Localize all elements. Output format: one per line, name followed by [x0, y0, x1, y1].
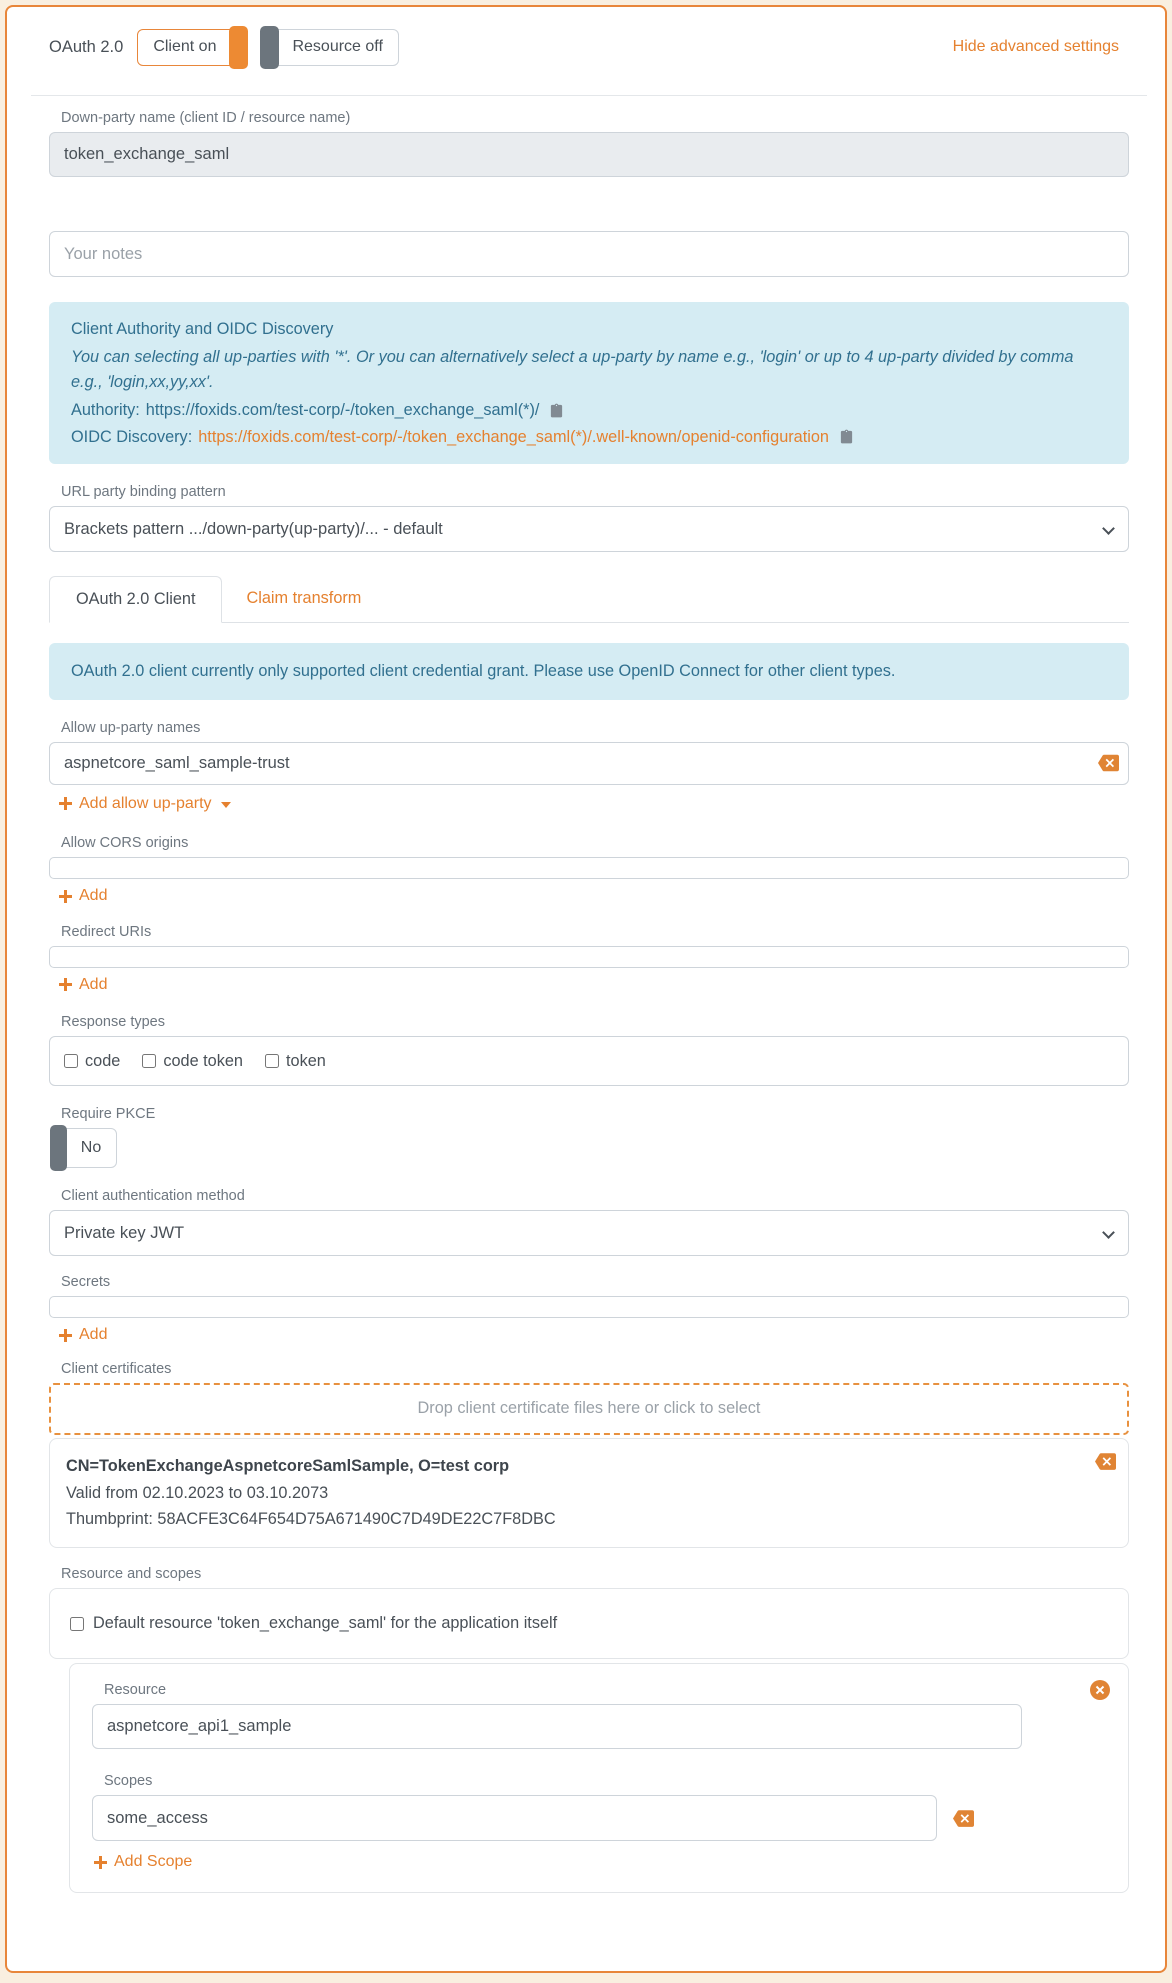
clipboard-icon	[549, 402, 564, 419]
certificate-thumbprint: Thumbprint: 58ACFE3C64F654D75A671490C7D49DE22C7F8DBC	[66, 1510, 556, 1529]
response-type-token-checkbox[interactable]	[265, 1054, 279, 1068]
panel-title: OAuth 2.0	[49, 37, 124, 56]
certificate-card	[49, 1438, 1129, 1549]
resource-and-scopes-label: Resource and scopes	[61, 1566, 202, 1583]
authority-label: Authority:	[71, 401, 140, 420]
remove-up-party-button[interactable]	[1098, 755, 1119, 772]
oidc-discovery-link[interactable]: https://foxids.com/test-corp/-/token_exchange_saml(*)/.well-known/openid-configuration	[198, 427, 829, 446]
scope-row	[92, 1795, 1106, 1841]
remove-resource-button[interactable]	[1088, 1678, 1112, 1702]
default-resource-box	[49, 1588, 1129, 1659]
response-types-label: Response types	[61, 1014, 165, 1031]
add-scope-label: Add Scope	[114, 1853, 193, 1871]
copy-oidc-discovery-button[interactable]	[839, 428, 854, 445]
resource-label: Resource	[104, 1682, 167, 1699]
authority-info-hint: You can selecting all up-parties with '*'. Or you can alternatively select a up-party by name e.g., 'login' or up to 4 up-party divided by comma e.g., 'login,xx,yy,xx'.	[71, 348, 1074, 391]
authority-value: https://foxids.com/test-corp/-/token_exchange_saml(*)/	[145, 401, 540, 420]
client-toggle-handle-icon	[229, 26, 248, 69]
require-pkce-toggle[interactable]	[51, 1128, 117, 1168]
authority-info-title: Client Authority and OIDC Discovery	[71, 320, 334, 338]
cors-origins-label: Allow CORS origins	[61, 835, 189, 852]
plus-icon	[59, 797, 72, 810]
tab-bar	[49, 576, 1129, 623]
response-type-code-token-checkbox[interactable]	[142, 1054, 156, 1068]
add-redirect-uri-label: Add	[79, 975, 108, 993]
auth-method-label: Client authentication method	[61, 1188, 245, 1205]
clipboard-icon	[839, 428, 854, 445]
add-allow-up-party-button[interactable]	[59, 795, 231, 813]
plus-icon	[59, 1329, 72, 1342]
authority-info-alert	[49, 302, 1129, 464]
resource-toggle[interactable]	[261, 29, 398, 66]
auth-method-value: Private key JWT	[64, 1223, 185, 1242]
scope-input[interactable]	[92, 1795, 937, 1841]
caret-down-icon	[221, 802, 231, 808]
add-secret-button[interactable]	[59, 1326, 107, 1344]
backspace-delete-icon	[1098, 755, 1119, 772]
redirect-uris-label: Redirect URIs	[61, 923, 152, 940]
binding-pattern-value: Brackets pattern .../down-party(up-party)/... - default	[64, 519, 443, 538]
hide-advanced-settings-link[interactable]: Hide advanced settings	[952, 38, 1119, 55]
header-divider	[31, 95, 1147, 96]
binding-pattern-label: URL party binding pattern	[61, 484, 226, 501]
allow-up-party-input[interactable]	[49, 742, 1129, 785]
oidc-discovery-label: OIDC Discovery:	[71, 427, 193, 446]
require-pkce-label: Require PKCE	[61, 1106, 156, 1123]
oidc-discovery-line	[71, 425, 1107, 449]
response-types-group	[49, 1036, 1129, 1086]
secret-input[interactable]	[49, 1296, 1129, 1318]
add-allow-up-party-label: Add allow up-party	[79, 794, 212, 812]
copy-authority-button[interactable]	[549, 402, 564, 419]
add-cors-origin-label: Add	[79, 887, 108, 905]
plus-icon	[59, 978, 72, 991]
chevron-down-icon	[1102, 1226, 1115, 1239]
backspace-delete-icon	[1095, 1453, 1116, 1470]
tab-oauth2-client[interactable]: OAuth 2.0 Client	[49, 576, 222, 623]
down-party-panel	[5, 5, 1167, 1973]
down-party-name-label: Down-party name (client ID / resource name)	[61, 110, 351, 126]
add-redirect-uri-button[interactable]	[59, 976, 107, 994]
notes-input[interactable]	[49, 231, 1129, 277]
client-toggle[interactable]	[137, 29, 247, 66]
response-type-token	[265, 1052, 326, 1071]
resource-toggle-label: Resource off	[292, 38, 383, 55]
binding-pattern-select[interactable]	[49, 506, 1129, 552]
authority-line	[71, 398, 1107, 422]
client-grant-alert: OAuth 2.0 client currently only supported client credential grant. Please use OpenID Connect for other client types.	[49, 643, 1129, 699]
require-pkce-value: No	[80, 1139, 102, 1157]
response-type-code	[64, 1052, 120, 1071]
add-secret-label: Add	[79, 1326, 108, 1344]
default-resource-checkbox[interactable]	[70, 1617, 84, 1631]
certificate-dropzone[interactable]	[49, 1383, 1129, 1435]
client-toggle-label: Client on	[153, 38, 217, 55]
resource-item-box	[69, 1663, 1129, 1893]
require-pkce-handle-icon	[50, 1125, 67, 1171]
cors-origin-input[interactable]	[49, 857, 1129, 879]
response-type-token-label: token	[285, 1051, 326, 1070]
response-type-code-checkbox[interactable]	[64, 1054, 78, 1068]
scopes-label: Scopes	[104, 1773, 153, 1790]
panel-header	[49, 27, 1145, 67]
certificate-validity: Valid from 02.10.2023 to 03.10.2073	[66, 1483, 329, 1502]
plus-icon	[59, 890, 72, 903]
certificate-dropzone-text: Drop client certificate files here or click to select	[417, 1399, 761, 1418]
add-cors-origin-button[interactable]	[59, 887, 107, 905]
tab-claim-transform[interactable]: Claim transform	[246, 589, 362, 608]
down-party-name-input[interactable]	[49, 132, 1129, 177]
x-circle-icon	[1088, 1678, 1112, 1702]
auth-method-select[interactable]	[49, 1210, 1129, 1256]
response-type-code-token	[142, 1052, 243, 1071]
allow-up-party-label: Allow up-party names	[61, 719, 201, 736]
secrets-label: Secrets	[61, 1274, 111, 1291]
chevron-down-icon	[1102, 522, 1115, 535]
resource-input[interactable]	[92, 1704, 1022, 1749]
redirect-uri-input[interactable]	[49, 946, 1129, 968]
resource-toggle-handle-icon	[260, 26, 279, 69]
remove-scope-button[interactable]	[953, 1810, 974, 1827]
plus-icon	[94, 1856, 107, 1869]
add-scope-button[interactable]	[94, 1853, 192, 1871]
response-type-code-label: code	[85, 1051, 121, 1070]
remove-certificate-button[interactable]	[1095, 1453, 1116, 1470]
backspace-delete-icon	[953, 1810, 974, 1827]
client-certificates-label: Client certificates	[61, 1360, 172, 1377]
response-type-code-token-label: code token	[163, 1051, 243, 1070]
default-resource-label: Default resource 'token_exchange_saml' for the application itself	[93, 1614, 558, 1633]
certificate-subject: CN=TokenExchangeAspnetcoreSamlSample, O=test corp	[66, 1456, 510, 1475]
